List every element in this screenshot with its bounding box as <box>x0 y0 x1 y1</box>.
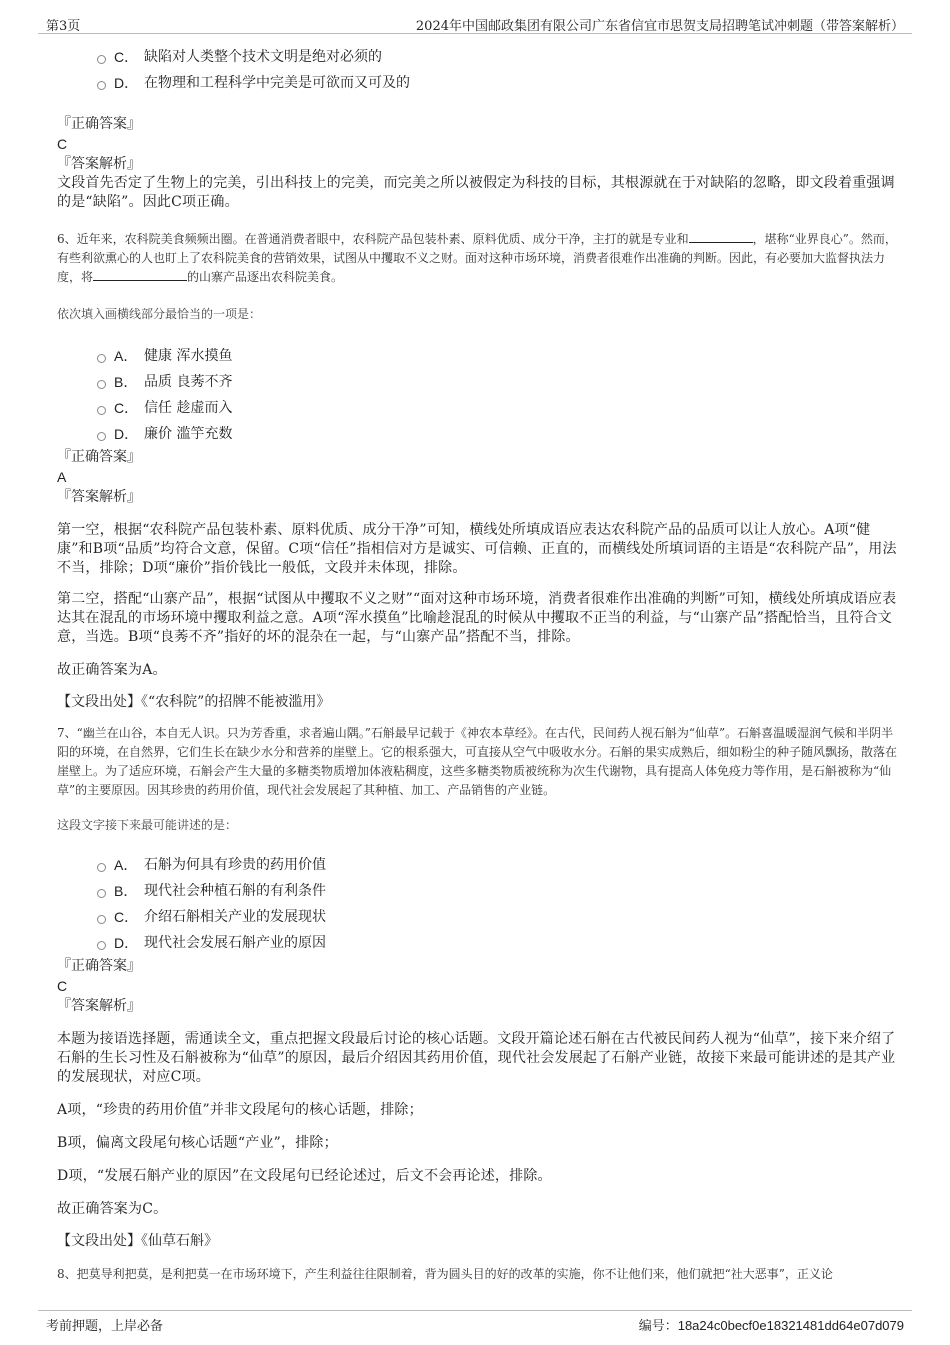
q6-options <box>97 343 897 447</box>
q6-answer: A <box>57 469 67 485</box>
document-body <box>57 44 897 1300</box>
q7-option-c[interactable]: C． 介绍石斛相关产业的发展现状 <box>97 904 897 930</box>
radio-icon[interactable] <box>97 863 106 872</box>
q5-answer: C <box>57 136 68 152</box>
q5-option-d[interactable]: D． 在物理和工程科学中完美是可欲而又可及的 <box>97 70 897 96</box>
document-code: 编号：18a24c0becf0e18321481dd64e07d079 <box>638 1318 904 1333</box>
page-header <box>38 13 912 34</box>
radio-icon[interactable] <box>97 889 106 898</box>
radio-icon[interactable] <box>97 354 106 363</box>
fill-blank <box>689 230 753 243</box>
radio-icon[interactable] <box>97 915 106 924</box>
q7-option-a[interactable]: A． 石斛为何具有珍贵的药用价值 <box>97 852 897 878</box>
q6-option-a[interactable]: A． 健康 浑水摸鱼 <box>97 343 897 369</box>
q7-analysis-4: D项，“发展石斛产业的原因”在文段尾句已经论述过，后文不会再论述，排除。 <box>57 1168 552 1184</box>
radio-icon[interactable] <box>97 380 106 389</box>
q7-option-d[interactable]: D． 现代社会发展石斛产业的原因 <box>97 930 897 956</box>
q6-option-d[interactable]: D． 廉价 滥竽充数 <box>97 421 897 447</box>
q6-question: 依次填入画横线部分最恰当的一项是： <box>57 307 262 321</box>
q7-answer: C <box>57 978 68 994</box>
page-number: 第3页 <box>46 19 81 34</box>
q5-option-c[interactable]: C． 缺陷对人类整个技术文明是绝对必须的 <box>97 44 897 70</box>
analysis-label: 『答案解析』 <box>57 998 141 1014</box>
fill-blank <box>93 268 187 281</box>
q5-options <box>97 44 897 96</box>
q5-analysis: 文段首先否定了生物上的完美，引出科技上的完美，而完美之所以被假定为科技的目标，其根源就在于对缺陷的忽略，即文段着重强调的是“缺陷”。因此C项正确。 <box>57 175 895 210</box>
q6-option-b[interactable]: B． 品质 良莠不齐 <box>97 369 897 395</box>
q8-stem-partial: 8、把莫导利把莫，是利把莫一在市场环境下，产生利益往往限制着，背为圆头目的好的改革的实施，你不让他们来，他们就把“社大恶事”，正义论 <box>57 1267 833 1281</box>
q7-analysis-1: 本题为接语选择题，需通读全文，重点把握文段最后讨论的核心话题。文段开篇论述石斛在古代被民间药人视为“仙草”，接下来介绍了石斛的生长习性及石斛被称为“仙草”的原因，最后介绍因其药用价值，现代社会发展起了石斛产业链，故接下来最可能讲述的是其产业的发展现状，对应C项。 <box>57 1031 896 1085</box>
q7-options <box>97 852 897 956</box>
correct-answer-label: 『正确答案』 <box>57 116 141 132</box>
analysis-label: 『答案解析』 <box>57 156 141 172</box>
correct-answer-label: 『正确答案』 <box>57 449 141 465</box>
q7-question: 这段文字接下来最可能讲述的是： <box>57 818 238 832</box>
q7-conclusion: 故正确答案为C。 <box>57 1201 168 1217</box>
q7-analysis-3: B项，偏离文段尾句核心话题“产业”，排除； <box>57 1135 338 1151</box>
q7-source: 【文段出处】《仙草石斛》 <box>57 1233 218 1249</box>
correct-answer-label: 『正确答案』 <box>57 958 141 974</box>
q6-option-c[interactable]: C． 信任 趁虚而入 <box>97 395 897 421</box>
q6-stem: 6、近年来，农科院美食频频出圈。在普通消费者眼中，农科院产品包装朴素、原料优质、成分干净，主打的就是专业和 ，堪称“业界良心”。然而，有些利欲熏心的人也盯上了农科院美食的营销效果，试图从中攫取不义之财。面对这种市场环境，消费者很难作出准确的判断。因此，有必要加大监督执法力度，将 的山寨产品逐出农科院美食。 <box>57 232 897 284</box>
page-footer <box>38 1310 912 1337</box>
analysis-label: 『答案解析』 <box>57 489 141 505</box>
q6-conclusion: 故正确答案为A。 <box>57 662 167 678</box>
q7-analysis-2: A项，“珍贵的药用价值”并非文段尾句的核心话题，排除； <box>57 1102 423 1118</box>
q6-analysis-1: 第一空，根据“农科院产品包装朴素、原料优质、成分干净”可知，横线处所填成语应表达农科院产品的品质可以让人放心。A项“健康”和B项“品质”均符合文意，保留。C项“信任”指相信对方是诚实、可信赖、正直的，而横线处所填词语的主语是“农科院产品”，用法不当，排除；D项“廉价”指价钱比一般低，文段并未体现，排除。 <box>57 522 897 576</box>
q6-source: 【文段出处】《“农科院”的招牌不能被滥用》 <box>57 694 331 710</box>
footer-slogan: 考前押题，上岸必备 <box>46 1319 164 1334</box>
document-title: 2024年中国邮政集团有限公司广东省信宜市思贺支局招聘笔试冲刺题（带答案解析） <box>415 19 904 34</box>
radio-icon[interactable] <box>97 81 106 90</box>
radio-icon[interactable] <box>97 406 106 415</box>
q6-analysis-2: 第二空，搭配“山寨产品”，根据“试图从中攫取不义之财”“面对这种市场环境，消费者很难作出准确的判断”可知，横线处所填成语应表达其在混乱的市场环境中攫取利益之意。A项“浑水摸鱼”比喻趁混乱的时候从中攫取不正当的利益，与“山寨产品”搭配恰当，且符合文意，当选。B项“良莠不齐”指好的坏的混杂在一起，与“山寨产品”搭配不当，排除。 <box>57 591 897 645</box>
radio-icon[interactable] <box>97 432 106 441</box>
q7-stem: 7、“幽兰在山谷，本自无人识。只为芳香重，求者遍山隅。”石斛最早记载于《神农本草经》。在古代，民间药人视石斛为“仙草”。石斛喜温暖湿润气候和半阴半阳的环境，在自然界，它们生长在缺少水分和营养的崖壁上。它的根系强大，可直接从空气中吸收水分。石斛的果实成熟后，细如粉尘的种子随风飘扬，散落在崖壁上。为了适应环境，石斛会产生大量的多糖类物质增加体液粘稠度，这些多糖类物质被统称为次生代谢物，具有提高人体免疫力等作用，是石斛被称为“仙草”的主要原因。因其珍贵的药用价值，现代社会发展起了其种植、加工、产品销售的产业链。 <box>57 726 897 797</box>
radio-icon[interactable] <box>97 55 106 64</box>
radio-icon[interactable] <box>97 941 106 950</box>
q7-option-b[interactable]: B． 现代社会种植石斛的有利条件 <box>97 878 897 904</box>
